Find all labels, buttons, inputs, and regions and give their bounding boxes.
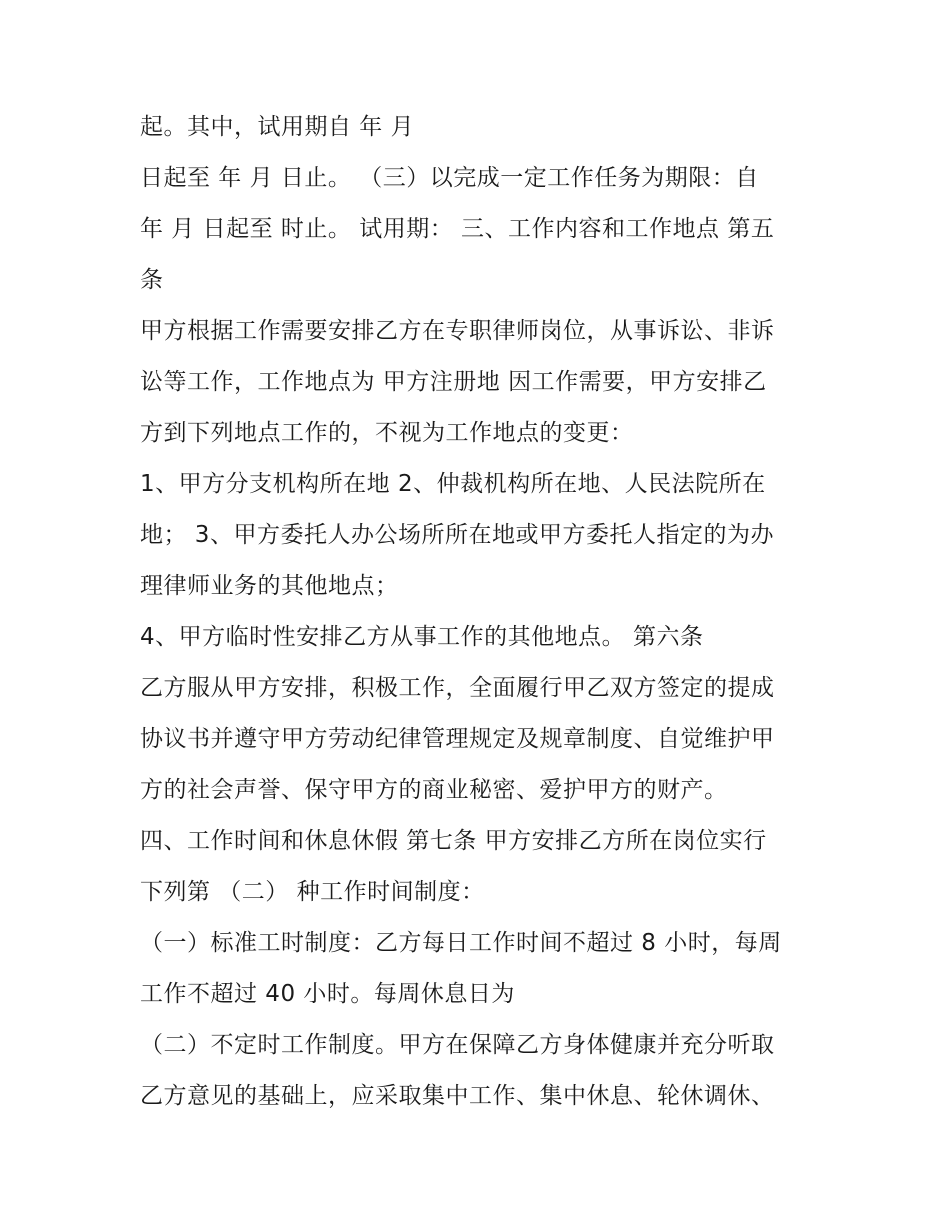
text-line: 1、甲方分支机构所在地 2、仲裁机构所在地、人民法院所在 — [140, 471, 766, 497]
text-line: 甲方根据工作需要安排乙方在专职律师岗位，从事诉讼、非诉 — [140, 318, 775, 344]
text-line: 年 月 日起至 时止。 试用期： 三、工作内容和工作地点 第五 — [140, 216, 775, 242]
text-line: 地； 3、甲方委托人办公场所所在地或甲方委托人指定的为办 — [140, 522, 774, 548]
text-line: （一）标准工时制度：乙方每日工作时间不超过 8 小时，每周 — [140, 930, 782, 956]
text-line: 讼等工作，工作地点为 甲方注册地 因工作需要，甲方安排乙 — [140, 369, 767, 395]
text-line: 下列第 （二） 种工作时间制度： — [140, 879, 485, 905]
text-line: 方的社会声誉、保守甲方的商业秘密、爱护甲方的财产。 — [140, 777, 728, 803]
text-line: 日起至 年 月 日止。 （三）以完成一定工作任务为期限：自 — [140, 165, 759, 191]
text-line: 协议书并遵守甲方劳动纪律管理规定及规章制度、自觉维护甲 — [140, 726, 775, 752]
text-line: 4、甲方临时性安排乙方从事工作的其他地点。 第六条 — [140, 624, 704, 650]
text-line: 方到下列地点工作的，不视为工作地点的变更： — [140, 420, 634, 446]
text-line: 起。其中，试用期自 年 月 — [140, 114, 415, 140]
text-line: 理律师业务的其他地点； — [140, 573, 399, 599]
text-line: 乙方服从甲方安排，积极工作，全面履行甲乙双方签定的提成 — [140, 675, 775, 701]
text-line: 乙方意见的基础上，应采取集中工作、集中休息、轮休调休、 — [140, 1083, 775, 1109]
text-line: 工作不超过 40 小时。每周休息日为 — [140, 981, 515, 1007]
text-line: （二）不定时工作制度。甲方在保障乙方身体健康并充分听取 — [140, 1032, 775, 1058]
text-line: 四、工作时间和休息休假 第七条 甲方安排乙方所在岗位实行 — [140, 828, 767, 854]
text-line: 条 — [140, 267, 164, 293]
